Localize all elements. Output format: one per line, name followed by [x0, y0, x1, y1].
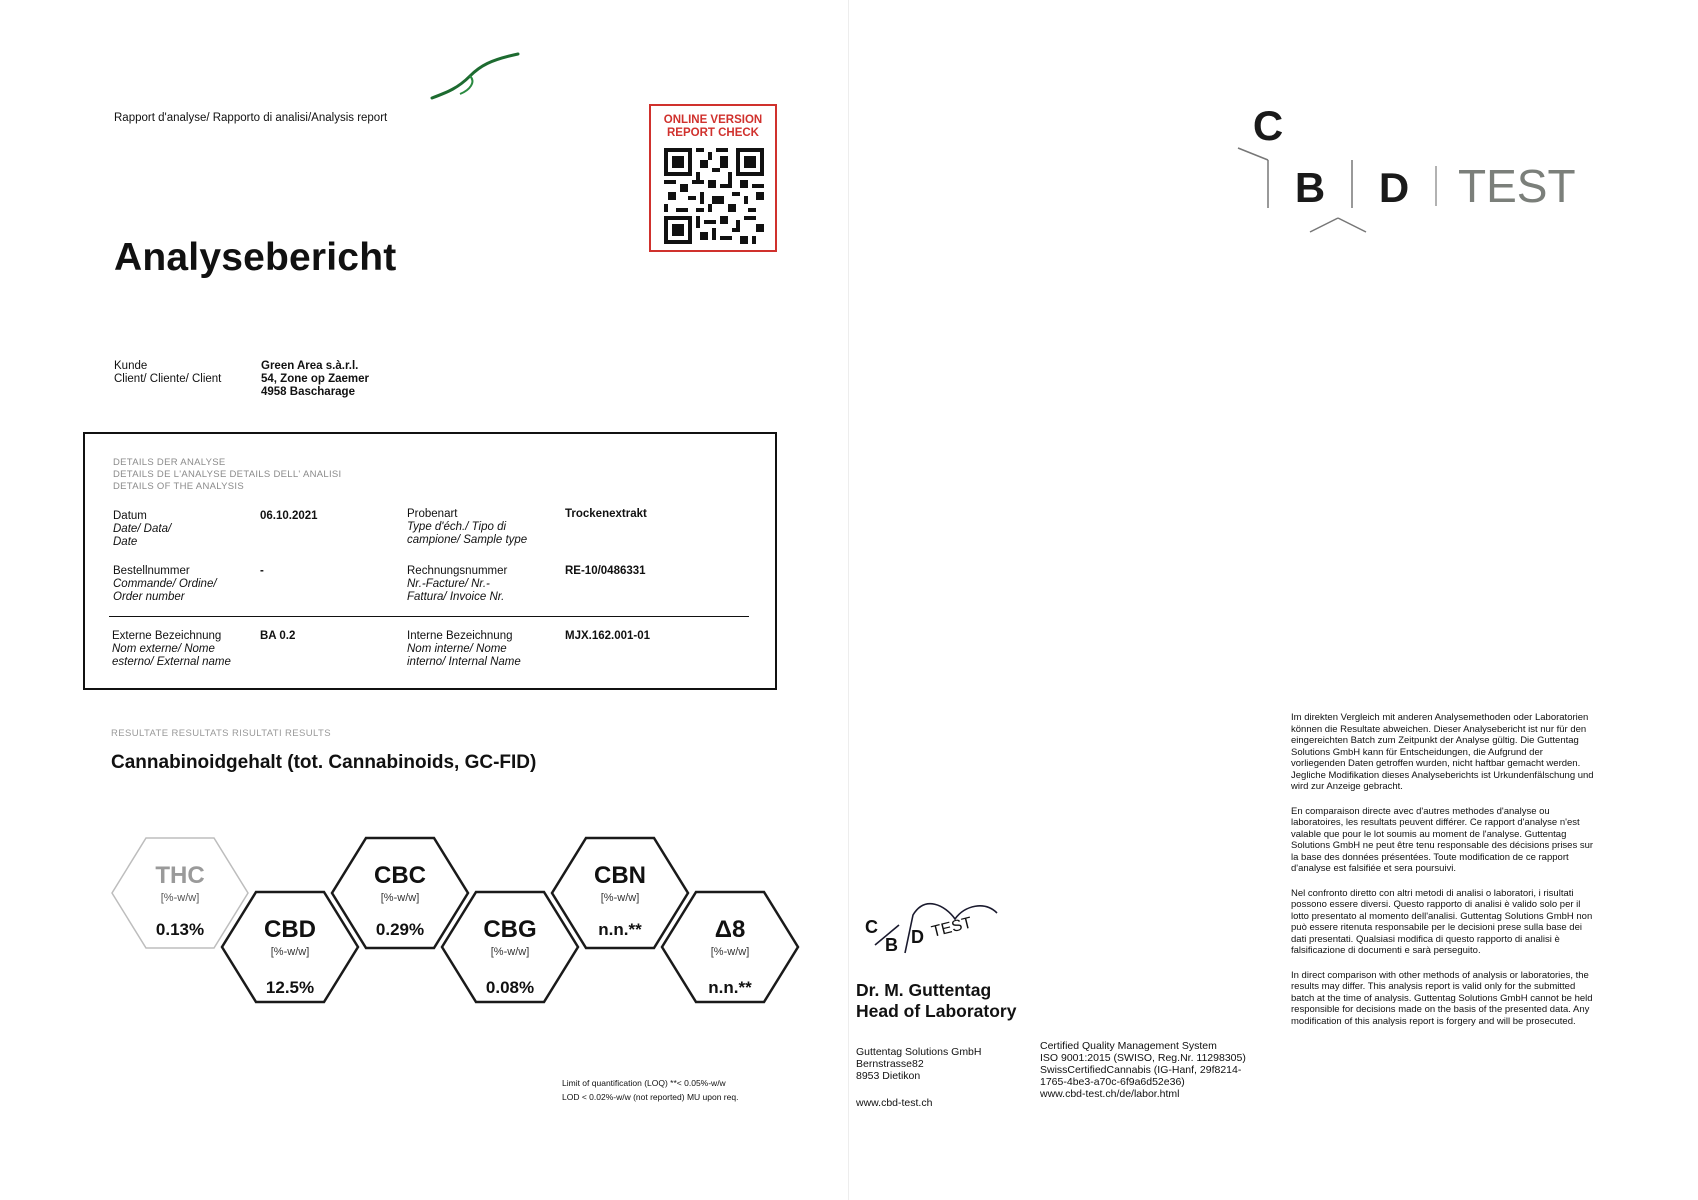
stamp-d: D	[911, 927, 924, 947]
date-label	[113, 510, 171, 549]
qr-label-line1: ONLINE VERSION	[663, 114, 763, 126]
company-website-link[interactable]: www.cbd-test.ch	[856, 1097, 933, 1109]
disclaimer-en: In direct comparison with other methods of analysis or laboratories, the results may differ. This analysis report is valid only for the submitted batch at the time of analysis. Guttentag Solutions GmbH cannot be held responsible for decisions made on the basis of the presented data. Any modification of this analysis report is forgery and will be prosecuted.	[1291, 969, 1593, 1027]
details-heading	[113, 457, 341, 493]
page-title: Analysebericht	[114, 236, 397, 279]
order-value: -	[260, 565, 264, 577]
stamp-c: C	[865, 917, 878, 937]
invoice-label-main: Rechnungsnummer	[407, 565, 508, 577]
report-type-line: Rapport d'analyse/ Rapporto di analisi/Analysis report	[114, 112, 388, 124]
signatory	[856, 980, 1016, 1022]
results-heading: RESULTATE RESULTATS RISULTATI RESULTS	[111, 728, 331, 739]
client-city: 4958 Bascharage	[261, 386, 355, 398]
disclaimer-de: Im direkten Vergleich mit anderen Analysemethoden oder Laboratorien können die Resultate abweichen. Dieser Analysebericht ist nur für den eingereichten Batch zum Zeitpunkt der Analyse gültig. Die Guttentag Solutions GmbH kann für Entscheidungen, die Aufgrund der vorliegenden Daten getroffen wurden, nicht haftbar gemacht werden. Jegliche Modifikation dieses Analyseberichts ist Urkundenfälschung und wird zur Anzeige gebracht.	[1291, 712, 1594, 792]
disclaimer-fr: En comparaison directe avec d'autres methodes d'analyse ou laboratoires, les resultats peuvent différer. Ce rapport d'analyse n'est valable que pour le lot soumis au moment de l'analyse. Guttentag Solutions GmbH ne peut être tenu responsable des décisions prises sur la base des données présentées. Toute modification de ce rapport d'analyse est falsifiée et sera poursuivi.	[1291, 805, 1594, 874]
logo-b: B	[1294, 164, 1326, 211]
hex-cbn	[552, 838, 688, 948]
hex-cbc-value: 0.29%	[375, 920, 425, 939]
cert-line2: ISO 9001:2015 (SWISO, Reg.Nr. 11298305)	[1040, 1052, 1246, 1064]
limits-footnote	[562, 1076, 738, 1104]
date-value: 06.10.2021	[260, 510, 318, 522]
order-label-main: Bestellnummer	[113, 565, 190, 577]
company-address	[856, 1046, 981, 1082]
details-heading-en: DETAILS OF THE ANALYSIS	[113, 481, 244, 492]
logo-c: C	[1252, 102, 1284, 149]
client-label-multi: Client/ Cliente/ Client	[114, 373, 222, 385]
date-label-sub1: Date/ Data/	[113, 523, 172, 535]
stamp-test: TEST	[929, 914, 974, 941]
hex-thc-unit: [%-w/w]	[160, 892, 200, 904]
order-label-sub2: Order number	[113, 591, 185, 603]
external-name-label	[112, 630, 231, 669]
company-city: 8953 Dietikon	[856, 1070, 921, 1082]
sample-type-label-main: Probenart	[407, 508, 458, 520]
disclaimer	[1291, 712, 1599, 1040]
cert-link[interactable]: www.cbd-test.ch/de/labor.html	[1040, 1088, 1180, 1100]
sample-type-label-sub1: Type d'éch./ Tipo di	[407, 521, 507, 533]
hex-delta8	[662, 892, 798, 1002]
signature-stamp	[855, 895, 1005, 975]
internal-name-value: MJX.162.001-01	[565, 630, 651, 642]
client-label-de: Kunde	[114, 360, 148, 372]
hex-cbn-value: n.n.**	[598, 920, 642, 939]
client-name: Green Area s.à.r.l.	[261, 360, 359, 372]
invoice-value: RE-10/0486331	[565, 565, 646, 577]
cert-line4: 1765-4be3-a70c-6f9a6d52e36)	[1040, 1076, 1185, 1088]
hex-thc-name: THC	[155, 862, 205, 889]
client-street: 54, Zone op Zaemer	[261, 373, 370, 385]
sample-type-value: Trockenextrakt	[565, 508, 647, 520]
sample-type-label-sub2: campione/ Sample type	[407, 534, 528, 546]
loq-note: Limit of quantification (LOQ) **< 0.05%-w/w	[562, 1078, 726, 1088]
signatory-role: Head of Laboratory	[856, 1001, 1017, 1021]
hex-cbc-name: CBC	[374, 862, 426, 889]
order-label	[113, 565, 217, 604]
disclaimer-it: Nel confronto diretto con altri metodi di analisi o laboratori, i risultati possono essere diversi. Questo rapporto di analisi è valido solo per il lotto presentato al momento dell'analisi. Guttentag Solutions GmbH non può essere ritenuta responsabile per le decisioni prese sulla base dei dati presentati. Qualsiasi modifica di questo rapporto di analisi è falsificazione di documenti e sarà perseguito.	[1291, 887, 1593, 956]
hex-thc-value: 0.13%	[155, 920, 205, 939]
details-divider	[109, 616, 749, 617]
cert-line3: SwissCertifiedCannabis (IG-Hanf, 29f8214-	[1040, 1064, 1242, 1076]
hex-delta8-unit: [%-w/w]	[710, 946, 750, 958]
hex-cbg-value: 0.08%	[485, 978, 535, 997]
page-fold	[848, 0, 849, 1200]
external-name-label-sub2: esterno/ External name	[112, 656, 231, 668]
external-name-label-sub1: Nom externe/ Nome	[112, 643, 215, 655]
client-label	[114, 360, 221, 386]
invoice-label-sub2: Fattura/ Invoice Nr.	[407, 591, 505, 603]
internal-name-label-sub1: Nom interne/ Nome	[407, 643, 507, 655]
company-name: Guttentag Solutions GmbH	[856, 1046, 982, 1058]
hex-cbn-unit: [%-w/w]	[600, 892, 640, 904]
internal-name-label-sub2: interno/ Internal Name	[407, 656, 521, 668]
hex-cbd-name: CBD	[264, 916, 316, 943]
hex-cbd	[222, 892, 358, 1002]
invoice-label-sub1: Nr.-Facture/ Nr.-	[407, 578, 490, 590]
qr-code-icon	[664, 148, 764, 244]
hex-cbd-unit: [%-w/w]	[270, 946, 310, 958]
hex-thc	[112, 838, 248, 948]
signature-mark-icon	[430, 48, 530, 104]
external-name-value: BA 0.2	[260, 630, 296, 642]
logo-d: D	[1378, 164, 1410, 211]
cbd-test-logo	[1230, 100, 1590, 240]
hex-delta8-value: n.n.**	[708, 978, 752, 997]
details-heading-de: DETAILS DER ANALYSE	[113, 457, 226, 468]
external-name-label-main: Externe Bezeichnung	[112, 630, 222, 642]
logo-test: TEST	[1458, 160, 1576, 212]
internal-name-label-main: Interne Bezeichnung	[407, 630, 513, 642]
hex-cbg-unit: [%-w/w]	[490, 946, 530, 958]
stamp-b: B	[885, 935, 898, 955]
hex-cbc-unit: [%-w/w]	[380, 892, 420, 904]
cannabinoid-hexagons	[100, 820, 820, 1020]
date-label-main: Datum	[113, 510, 147, 522]
sample-type-label	[407, 508, 527, 547]
date-label-sub2: Date	[113, 536, 138, 548]
hex-delta8-name: Δ8	[714, 916, 746, 943]
hex-cbn-name: CBN	[594, 862, 646, 889]
report-check-qr[interactable]	[649, 104, 777, 252]
hex-cbg	[442, 892, 578, 1002]
client-address	[261, 360, 369, 399]
signatory-name: Dr. M. Guttentag	[856, 980, 992, 1000]
internal-name-label	[407, 630, 521, 669]
order-label-sub1: Commande/ Ordine/	[113, 578, 217, 590]
qr-label-line2: REPORT CHECK	[666, 127, 759, 139]
results-section-title: Cannabinoidgehalt (tot. Cannabinoids, GC-FID)	[111, 752, 537, 773]
hex-cbg-name: CBG	[483, 916, 537, 943]
details-heading-fr-it: DETAILS DE L'ANALYSE DETAILS DELL' ANALISI	[113, 469, 342, 480]
certification-block	[1040, 1040, 1246, 1100]
hex-cbc	[332, 838, 468, 948]
cert-line1: Certified Quality Management System	[1040, 1040, 1217, 1052]
hex-cbd-value: 12.5%	[265, 978, 315, 997]
company-street: Bernstrasse82	[856, 1058, 924, 1070]
lod-note: LOD < 0.02%-w/w (not reported) MU upon req.	[562, 1092, 739, 1102]
invoice-label	[407, 565, 507, 604]
